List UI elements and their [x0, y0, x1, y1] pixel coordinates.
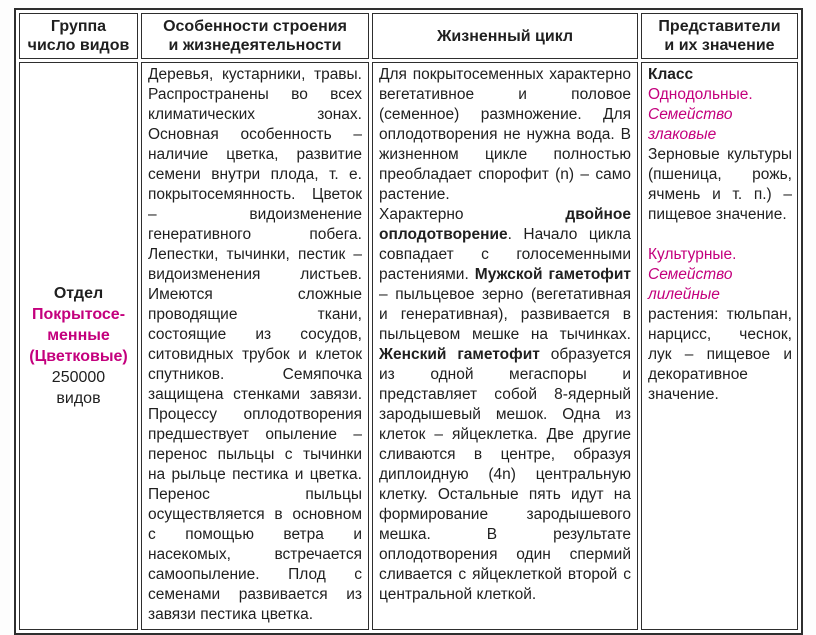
header-row — [19, 13, 798, 59]
species-count: 250000 видов — [51, 369, 106, 407]
representatives-section-cultivated — [648, 245, 792, 405]
table-row — [19, 62, 798, 630]
cell-life-cycle — [372, 62, 638, 630]
group-name: Культурные. — [648, 246, 737, 263]
features-text: Деревья, кустарники, травы. Распространены во всех климатических зонах. Основная особенность – наличие цветка, развитие семени внутри плода, т. е. покрытосемянность. Цветок – видоизменение генеративного побега. Лепестки, тычинки, пестик – видоизменения листьев. Имеются сложные проводящие ткани, состоящие из сосудов, ситовидных трубок и клеток спутников. Семяпочка защищена стенками завязи. Процессу оплодотворения предшествует опыление – перенос пыльцы с тычинки на рыльце пестика и цветка. Перенос пыльцы осуществляется в основном с помощью ветра и насекомых, встречается самоопыление. Плод с семенами развивается из завязи пестика цветка. — [148, 66, 362, 623]
angiosperms-table — [14, 8, 803, 635]
cell-group — [19, 62, 138, 630]
cell-features — [141, 62, 369, 630]
life-cycle-paragraph-2: Характерно двойное оплодотворение. Начало цикла совпадает с голосеменными растениями. Мужской гаметофит – пыльцевое зерно (вегетативная и генеративная), развивается в пыльцевом мешке на тычинках. Женский гаметофит образуется из одной мегаспоры и представляет собой 8-ядерный зародышевый мешок. Одна из клеток – яйцеклетка. Две другие сливаются в центре, образуя диплоидную (4n) центральную клетку. Остальные пять идут на формирование зародышевого мешка. В результате оплодотворения один спермий сливается с яйцеклеткой второй с центральной клеткой. — [379, 206, 631, 603]
representatives-section-monocots — [648, 65, 792, 225]
group-name: Однодольные. — [648, 86, 753, 103]
family-name: Семейство злаковые — [648, 106, 733, 143]
cell-representatives — [641, 62, 798, 630]
division-label: Отдел — [53, 285, 104, 302]
class-label: Класс — [648, 66, 694, 83]
header-group: Группа число видов — [19, 13, 138, 59]
representatives-description: растения: тюльпан, нарцисс, чеснок, лук – пищевое и декоративное значение. — [648, 306, 792, 403]
family-name: Семейство лилейные — [648, 266, 733, 303]
division-name: Покрытосе- менные (Цветковые) — [29, 306, 128, 365]
life-cycle-paragraph-1: Для покрытосеменных характерно вегетативное и половое (семенное) размножение. Для оплодотворения не нужна вода. В жизненном цикле полностью преобладает спорофит (n) – само растение. — [379, 66, 631, 203]
header-life-cycle: Жизненный цикл — [372, 13, 638, 59]
header-features: Особенности строения и жизнедеятельности — [141, 13, 369, 59]
header-representatives: Представители и их значение — [641, 13, 798, 59]
representatives-description: Зерновые культуры (пшеница, рожь, ячмень и т. п.) – пищевое значение. — [648, 146, 792, 223]
